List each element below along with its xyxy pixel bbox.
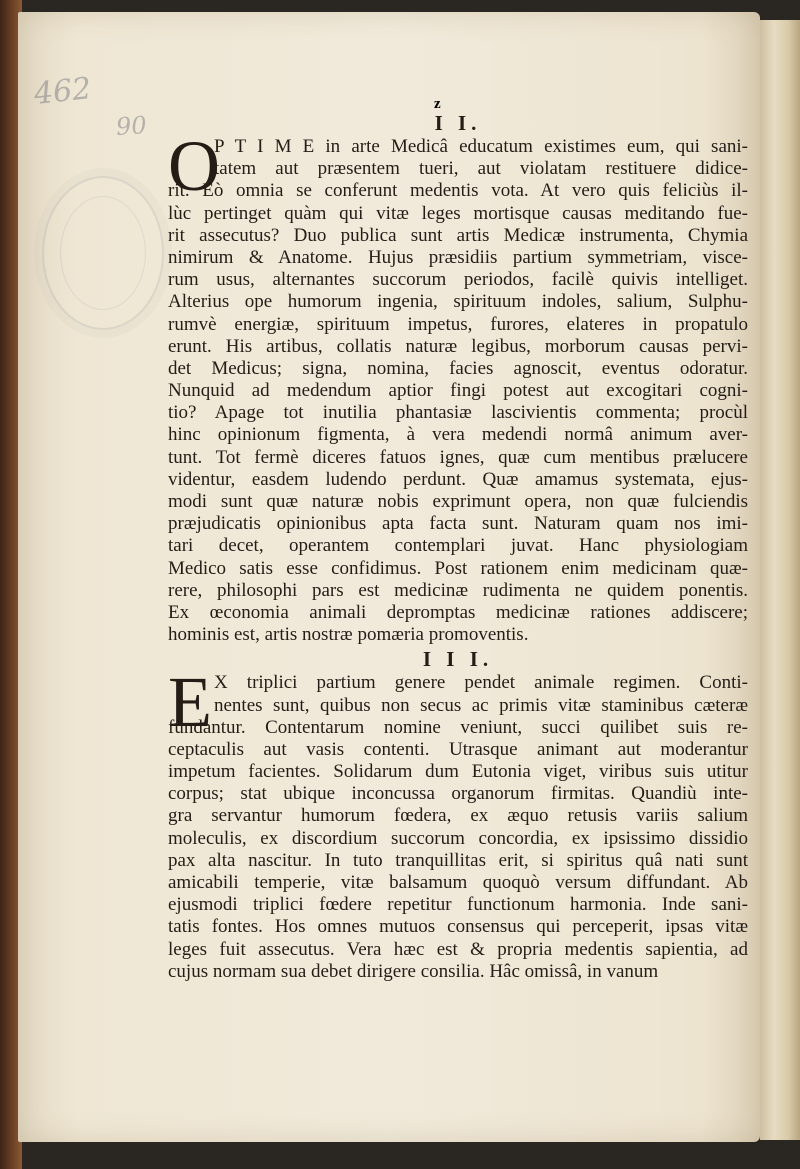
text-line: gra servantur humorum fœdera, ex æquo retusis variis salium xyxy=(168,805,748,827)
drop-cap-o: O xyxy=(168,126,220,206)
section-number-iii: I I I. xyxy=(422,647,494,672)
page-edge xyxy=(760,20,800,1140)
text-line: pax alta nascitur. In tuto tranquillitas erit, si spiritus quâ nati sunt xyxy=(168,849,748,871)
pencil-page-number: 462 xyxy=(32,71,93,112)
text-line: videntur, easdem ludendo perdunt. Quæ amamus systemata, ejus- xyxy=(168,468,748,490)
text-line: lùc pertinget quàm qui vitæ leges mortisque causas meditando fue- xyxy=(168,202,748,224)
text-line: Alterius ope humorum ingenia, spirituum indoles, salium, Sulphu- xyxy=(168,291,748,313)
text-line: rumvè energiæ, spirituum impetus, furores, elateres in propatulo xyxy=(168,313,748,335)
text-line: Medico satis esse confidimus. Post rationem enim medicinam quæ- xyxy=(168,557,748,579)
section-number-ii: I I. xyxy=(434,111,482,135)
text-line: hominis est, artis nostræ pomæria promoventis. xyxy=(168,624,529,646)
text-line: tatem aut præsentem tueri, aut violatam restituere didice- xyxy=(214,158,748,180)
library-stamp xyxy=(42,176,164,330)
text-line: erunt. His artibus, collatis naturæ legibus, morborum causas pervi- xyxy=(168,335,748,357)
signature-mark: z xyxy=(434,96,441,112)
section-iii-paragraph xyxy=(168,662,748,983)
text-line: Nunquid ad medendum aptior fingi potest aut excogitari cogni- xyxy=(168,380,748,402)
text-line: tatis fontes. Hos omnes mutuos consensus qui perceperit, ipsas vitæ xyxy=(168,916,748,938)
text-line: hinc opinionum figmenta, à vera medendi normâ animum aver- xyxy=(168,424,748,446)
text-line: amicabili temperie, vitæ balsamum quoquò versum diffundant. Ab xyxy=(168,872,748,893)
text-line: modi sunt quæ naturæ nobis exprimunt opera, non quæ fulciendis xyxy=(168,491,748,512)
text-line: fundantur. Contentarum nomine veniunt, succi quilibet suis re- xyxy=(168,716,748,738)
section-ii-paragraph xyxy=(168,126,748,646)
text-line: ejusmodi triplici fœdere repetitur functionum harmonia. Inde sani- xyxy=(168,894,748,916)
main-text xyxy=(168,96,748,983)
text-line: P T I M E in arte Medicâ educatum existimes eum, qui sani- xyxy=(214,136,748,157)
drop-cap-e: E xyxy=(168,662,212,743)
text-line: moleculis, ex discordium succorum concordia, ex ipsissimo dissidio xyxy=(168,827,748,849)
text-line: rit assecutus? Duo publica sunt artis Medicæ instrumenta, Chymia xyxy=(168,224,748,246)
text-line: impetum facientes. Solidarum dum Eutonia viget, viribus suis utitur xyxy=(168,761,748,783)
text-line: nimirum & Anatome. Hujus præsidiis partium symmetriam, visce- xyxy=(168,246,748,268)
text-line: X triplici partium genere pendet animale regimen. Conti- xyxy=(214,672,748,694)
text-line: corpus; stat ubique inconcussa organorum firmitas. Quandiù inte- xyxy=(168,783,748,805)
text-line: rere, philosophi pars est medicinæ rudimenta ne quidem ponentis. xyxy=(168,579,748,601)
pencil-mark: 90 xyxy=(115,110,148,142)
text-line: tio? Apage tot inutilia phantasiæ lascivientis commenta; procùl xyxy=(168,402,748,424)
text-line: rit. Eò omnia se conferunt medentis vota. At vero quis feliciùs il- xyxy=(168,180,748,202)
text-line: det Medicus; signa, nomina, facies agnoscit, eventus odoratur. xyxy=(168,357,748,379)
text-line: cujus normam sua debet dirigere consilia. Hâc omissâ, in vanum xyxy=(168,960,659,982)
text-line: tari decet, operantem contemplari juvat. Hanc physiologiam xyxy=(168,535,748,557)
text-line: nentes sunt, quibus non secus ac primis vitæ staminibus cæteræ xyxy=(214,694,748,716)
text-line: rum usus, alternantes succorum periodos, facilè quivis intelliget. xyxy=(168,269,748,291)
text-line: ceptaculis aut vasis contenti. Utrasque animant aut moderantur xyxy=(168,738,748,760)
text-line: præjudicatis opinionibus apta facta sunt. Naturam quam nos imi- xyxy=(168,513,748,535)
text-line: Ex œconomia animali depromptas medicinæ rationes addiscere; xyxy=(168,601,748,623)
text-line: tunt. Tot fermè diceres fatuos ignes, quæ cum mentibus prælucere xyxy=(168,446,748,468)
text-line: leges fuit assecutus. Vera hæc est & propria medentis sapientia, ad xyxy=(168,938,748,960)
